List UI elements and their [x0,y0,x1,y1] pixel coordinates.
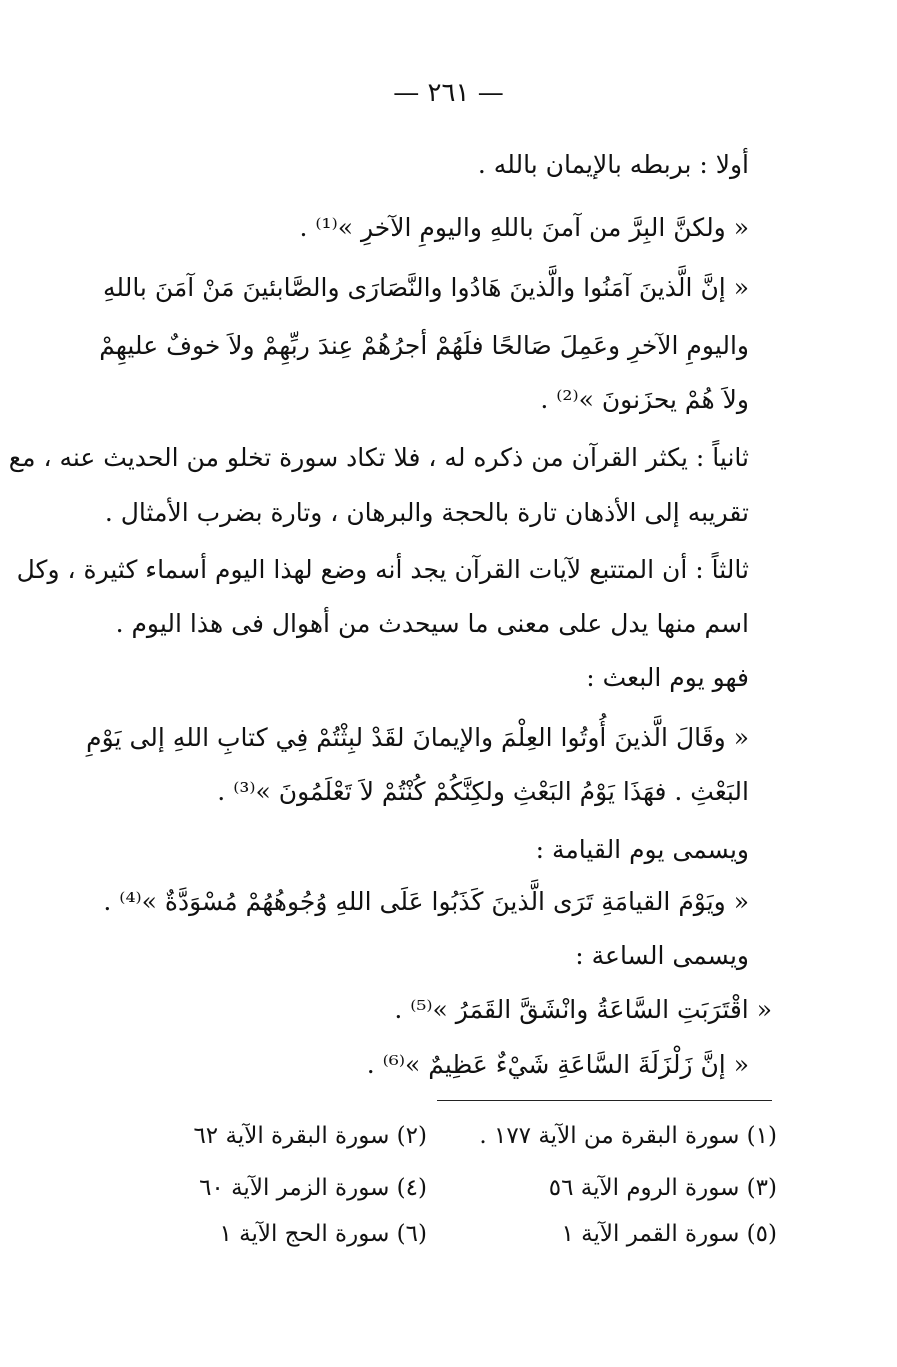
quran-verse: ولاَ هُمْ يحزَنونَ »⁽²⁾ . [540,385,749,414]
footnote: (٦) سورة الحج الآية ١ [219,1221,427,1247]
section-heading: ويسمى يوم القيامة : [535,835,749,864]
footnote: (٣) سورة الروم الآية ٥٦ [548,1175,777,1201]
text-line: أولا : بربطه بالإيمان بالله . [477,150,749,179]
quran-verse: البَعْثِ . فهَذَا يَوْمُ البَعْثِ ولكِنَّكُمْ كُنْتُمْ لاَ تَعْلَمُونَ »⁽³⁾ . [217,777,749,806]
footnote: (٤) سورة الزمر الآية ٦٠ [199,1175,427,1201]
footnote: (٢) سورة البقرة الآية ٦٢ [193,1123,427,1149]
quran-verse: « وقَالَ الَّذينَ أُوتُوا العِلْمَ والإيمانَ لقَدْ لبِثْتُمْ فِي كتابِ اللهِ إلى يَوْمِ [86,723,749,752]
quran-verse: « ولكنَّ البِرَّ من آمنَ باللهِ واليومِ الآخرِ »⁽¹⁾ . [299,213,749,242]
footnote: (٥) سورة القمر الآية ١ [561,1221,777,1247]
quran-verse: « ويَوْمَ القيامَةِ تَرَى الَّذينَ كَذَبُوا عَلَى اللهِ وُجُوهُهُمْ مُسْوَدَّةٌ »⁽⁴⁾ . [103,887,749,916]
page-number: — ٢٦١ — [393,78,504,108]
section-heading: ويسمى الساعة : [575,941,749,970]
quran-verse: واليومِ الآخرِ وعَمِلَ صَالحًا فلَهُمْ أجرُهُمْ عِندَ ربِّهِمْ ولاَ خوفٌ عليهِمْ [99,331,749,360]
quran-verse: « إنَّ زَلْزَلَةَ السَّاعَةِ شَيْءٌ عَظِيمٌ »⁽⁶⁾ . [366,1050,749,1079]
quran-verse: « إنَّ الَّذينَ آمَنُوا والَّذينَ هَادُوا والنَّصَارَى والصَّابئينَ مَنْ آمَنَ باللهِ [103,273,749,302]
footnote: (١) سورة البقرة من الآية ١٧٧ . [479,1123,777,1149]
section-heading: فهو يوم البعث : [586,663,749,692]
quran-verse: « اقْتَرَبَتِ السَّاعَةُ وانْشَقَّ القَمَرُ »⁽⁵⁾ . [394,995,772,1024]
footnote-separator [437,1100,772,1101]
text-line: تقريبه إلى الأذهان تارة بالحجة والبرهان ، وتارة بضرب الأمثال . [104,498,749,527]
text-line: ثانياً : يكثر القرآن من ذكره له ، فلا تكاد سورة تخلو من الحديث عنه ، مع [8,443,749,472]
text-line: اسم منها يدل على معنى ما سيحدث من أهوال فى هذا اليوم . [115,609,749,638]
text-line: ثالثاً : أن المتتبع لآيات القرآن يجد أنه وضع لهذا اليوم أسماء كثيرة ، وكل [16,555,749,584]
